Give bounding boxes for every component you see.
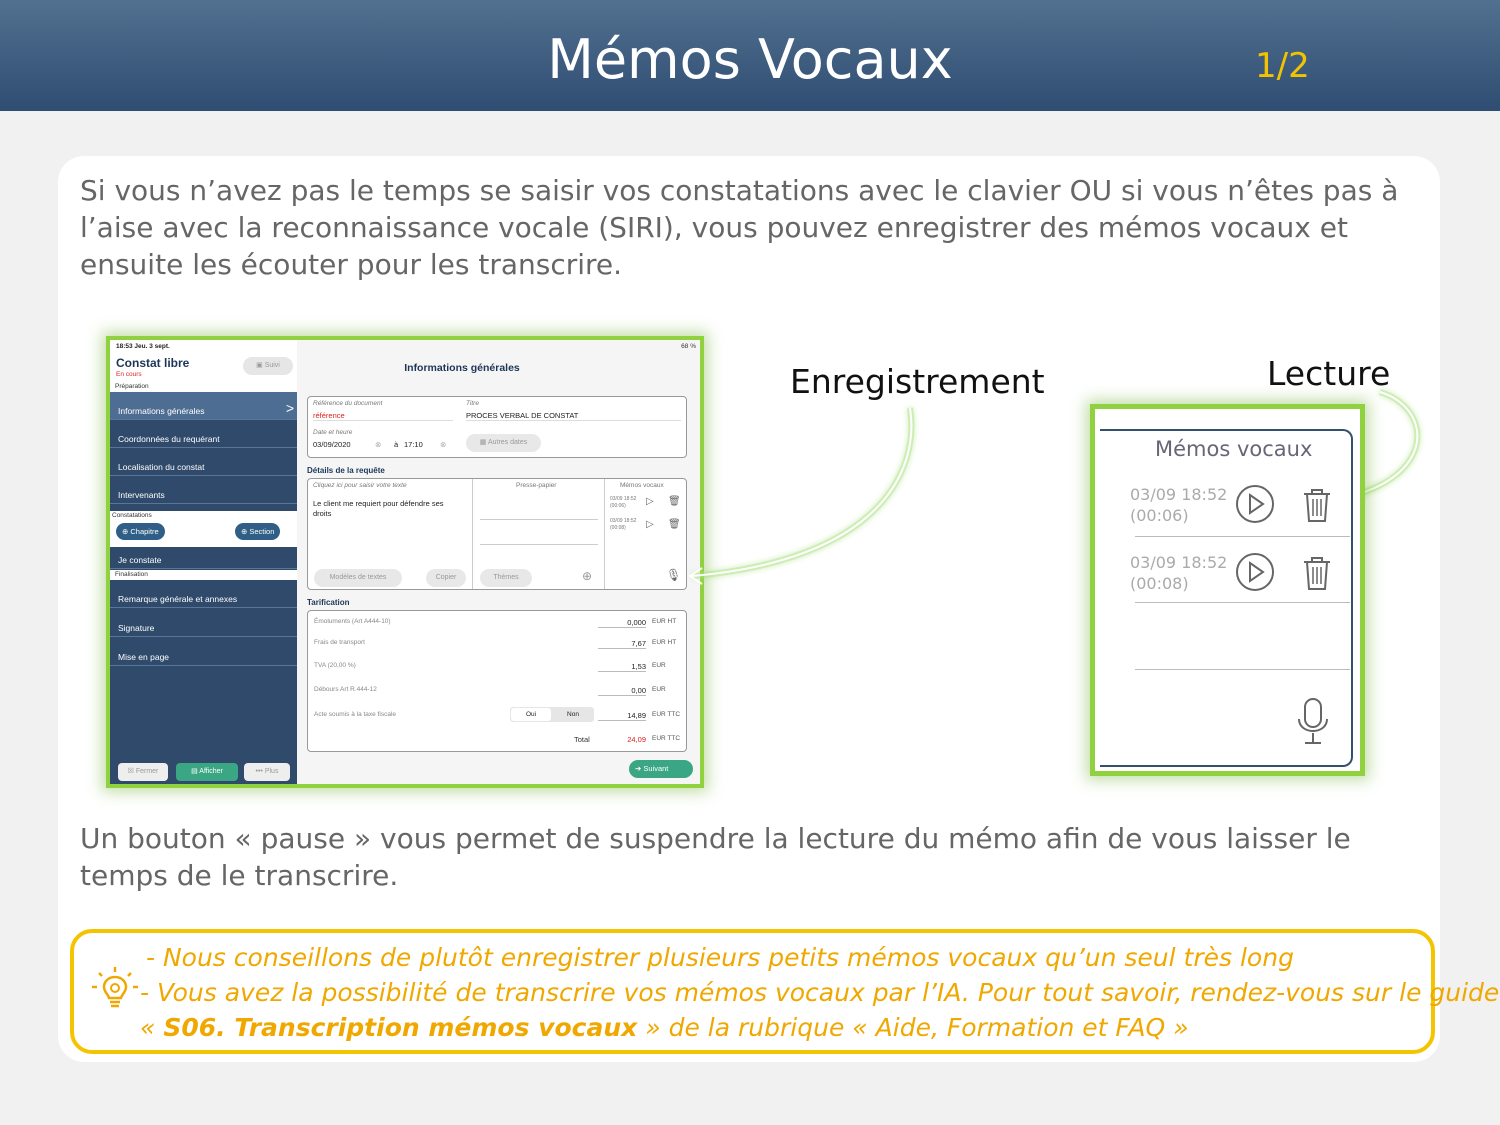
tarif-value[interactable]: 1,53	[598, 662, 646, 672]
total-value: 24,09	[627, 735, 646, 744]
sidebar-item-label: Intervenants	[118, 490, 165, 500]
afficher-button[interactable]	[176, 763, 238, 781]
section-label: Section	[249, 527, 275, 536]
tarif-label: Débours Art R.444-12	[314, 686, 377, 693]
tip-line-1: - Nous conseillons de plutôt enregistrer plusieurs petits mémos vocaux qu’un seul très long	[146, 943, 1294, 972]
tarif-unit: EUR HT	[652, 639, 677, 646]
play-icon[interactable]: ▷	[646, 496, 654, 507]
details-title: Détails de la requête	[307, 466, 385, 475]
doc-status: En cours	[116, 371, 142, 378]
tarif-title: Tarification	[307, 598, 350, 607]
tarif-unit: EUR	[652, 686, 666, 693]
tarif-label: Frais de transport	[314, 639, 365, 646]
sidebar-item-signature[interactable]	[110, 609, 297, 637]
annotation-lecture: Lecture	[1267, 354, 1391, 393]
header-banner	[0, 0, 1500, 111]
guide-link[interactable]: S06. Transcription mémos vocaux	[163, 1013, 638, 1042]
trash-icon[interactable]: 🗑	[668, 496, 681, 507]
themes-button[interactable]: Thèmes	[480, 569, 532, 587]
calendar-icon: ▦	[479, 439, 488, 446]
memo-duration: (00:06)	[610, 503, 626, 509]
details-box	[307, 478, 687, 590]
titre-field[interactable]: PROCES VERBAL DE CONSTAT	[466, 411, 681, 421]
chapitre-label: Chapitre	[130, 527, 159, 536]
memo-date: 03/09 18:52	[610, 518, 637, 524]
arrow-right-circle-icon: ➔	[635, 764, 644, 773]
tarif-value[interactable]: 0,000	[598, 618, 646, 628]
play-icon[interactable]	[1235, 484, 1275, 524]
oui-option[interactable]: Oui	[511, 708, 551, 721]
section-finalisation: Finalisation	[110, 570, 297, 580]
tarif-label: Émoluments (Art A444-10)	[314, 618, 391, 625]
tarif-label: Acte soumis à la taxe fiscale	[314, 711, 397, 718]
fermer-button[interactable]	[118, 763, 168, 781]
memo-date: 03/09 18:52	[610, 496, 637, 502]
a-label: à	[394, 440, 399, 449]
sidebar-footer	[110, 756, 297, 788]
add-section-button[interactable]	[235, 523, 280, 540]
non-option[interactable]: Non	[567, 711, 579, 718]
plus-label: Plus	[264, 768, 279, 775]
memo-date: 03/09 18:52	[1130, 553, 1228, 572]
sidebar-item-je-constate[interactable]	[110, 541, 297, 569]
autres-dates-button[interactable]	[466, 434, 541, 452]
clear-time-icon[interactable]: ⊗	[440, 440, 447, 449]
tarif-unit: EUR	[652, 662, 666, 669]
chevron-right-icon: >	[285, 400, 294, 416]
suivi-button[interactable]	[243, 357, 293, 375]
play-icon[interactable]: ▷	[646, 519, 654, 530]
clear-date-icon[interactable]: ⊗	[375, 440, 382, 449]
sidebar-item-coordonnees[interactable]	[110, 420, 297, 448]
total-label: Total	[574, 735, 590, 744]
titre-label: Titre	[466, 400, 479, 407]
sidebar-item-label: Localisation du constat	[118, 462, 205, 472]
heure-field[interactable]: 17:10	[404, 440, 423, 449]
tarif-box	[307, 610, 687, 752]
sidebar-item-label: Mise en page	[118, 652, 170, 662]
add-chapitre-button[interactable]	[116, 523, 165, 540]
clipboard-icon: ▣	[256, 362, 265, 369]
page-number: 1/2	[1255, 46, 1310, 86]
sidebar-item-label: Je constate	[118, 555, 162, 565]
close-icon: ☒	[127, 768, 136, 775]
memo-date: 03/09 18:52	[1130, 485, 1228, 504]
total-unit: EUR TTC	[652, 735, 681, 742]
play-icon[interactable]	[1235, 552, 1275, 592]
tip-line-3-suffix: » de la rubrique « Aide, Formation et FAQ »	[637, 1013, 1189, 1042]
add-theme-icon[interactable]: ⊕	[582, 569, 593, 583]
plus-circle-icon: ⊕	[122, 527, 131, 536]
plus-button[interactable]	[244, 763, 290, 781]
page-title: Mémos Vocaux	[547, 28, 953, 91]
afficher-label: Afficher	[199, 768, 223, 775]
memos-col-label: Mémos vocaux	[620, 482, 664, 489]
tip-line-2: - Vous avez la possibilité de transcrire vos mémos vocaux par l’IA. Pour tout savoir, rendez-vous sur le guide	[140, 978, 1500, 1007]
details-placeholder: Cliquez ici pour saisir votre texte	[313, 482, 407, 489]
sidebar-item-remarque[interactable]	[110, 580, 297, 608]
memo-duration: (00:08)	[1130, 574, 1189, 593]
general-info-box	[307, 396, 687, 458]
sidebar-item-mise-en-page[interactable]	[110, 638, 297, 666]
tip-box	[70, 929, 1500, 1054]
sidebar-item-label: Informations générales	[118, 406, 205, 416]
lightbulb-icon	[90, 965, 140, 1015]
taxe-toggle[interactable]	[510, 707, 594, 722]
microphone-icon[interactable]: 🎙	[666, 568, 682, 582]
tarif-value[interactable]: 0,00	[598, 686, 646, 696]
section-constatations: Constatations	[110, 511, 297, 520]
app-screenshot	[106, 336, 704, 788]
divider	[1135, 602, 1350, 603]
date-field[interactable]: 03/09/2020	[313, 440, 351, 449]
document-icon: ▤	[191, 768, 200, 775]
tip-quote-open: «	[140, 1013, 164, 1042]
modeles-button[interactable]: Modèles de textes	[314, 569, 402, 587]
tip-line-3	[140, 1013, 1189, 1042]
fermer-label: Fermer	[135, 768, 159, 775]
divider	[1135, 536, 1350, 537]
microphone-icon[interactable]	[1295, 697, 1331, 747]
battery-status: 68 %	[681, 343, 696, 350]
trash-icon[interactable]	[1300, 554, 1334, 592]
tarif-value: 14,89	[598, 711, 646, 721]
annotation-enregistrement: Enregistrement	[790, 362, 1045, 401]
divider	[1135, 669, 1350, 670]
main-title: Informations générales	[404, 362, 520, 374]
more-icon: •••	[255, 768, 265, 775]
ref-label: Référence du document	[313, 400, 383, 407]
sidebar-item-intervenants[interactable]	[110, 476, 297, 504]
tarif-label: TVA (20,00 %)	[314, 662, 356, 669]
date-label: Date et heure	[313, 429, 353, 436]
sidebar-item-label: Remarque générale et annexes	[118, 594, 238, 604]
section-preparation: Préparation	[110, 382, 297, 392]
tarif-row	[314, 662, 684, 669]
sidebar-item-label: Signature	[118, 623, 155, 633]
tarif-value[interactable]: 7,67	[598, 639, 646, 649]
suivi-label: Suivi	[264, 362, 280, 369]
sidebar-item-informations[interactable]	[110, 392, 297, 420]
tarif-unit: EUR TTC	[652, 711, 681, 718]
memos-panel-title: Mémos vocaux	[1155, 437, 1313, 461]
sidebar-item-label: Coordonnées du requérant	[118, 434, 220, 444]
trash-icon[interactable]	[1300, 486, 1334, 524]
suivant-button[interactable]	[629, 760, 693, 778]
tarif-row	[314, 618, 684, 625]
tarif-row	[314, 686, 684, 693]
app-sidebar	[110, 340, 297, 784]
presse-papier-label: Presse-papier	[516, 482, 557, 489]
sidebar-item-localisation[interactable]	[110, 448, 297, 476]
intro-text: Si vous n’avez pas le temps se saisir vos constatations avec le clavier OU si vous n’êtes pas à l’aise avec la reconnaissance vocale (SIRI), vous pouvez enregistrer des mémos vocaux et ensuite les écouter pour les transcrire.	[80, 174, 1399, 281]
doc-title: Constat libre	[116, 356, 190, 370]
memo-duration: (00:08)	[610, 525, 626, 531]
pause-text: Un bouton « pause » vous permet de suspendre la lecture du mémo afin de vous laisser le temps de le transcrire.	[80, 822, 1351, 892]
status-time: 18:53 Jeu. 3 sept.	[116, 343, 170, 350]
tarif-row	[314, 711, 684, 718]
memos-panel-zoom	[1090, 404, 1365, 776]
memo-duration: (00:06)	[1130, 506, 1189, 525]
trash-icon[interactable]: 🗑	[668, 519, 681, 530]
suivant-label: Suivant	[643, 764, 669, 773]
ref-field[interactable]: référence	[313, 411, 453, 421]
copier-button[interactable]: Copier	[426, 569, 466, 587]
plus-circle-icon: ⊕	[241, 527, 250, 536]
tarif-unit: EUR HT	[652, 618, 677, 625]
tarif-row	[314, 639, 684, 646]
details-text[interactable]: Le client me requiert pour défendre ses droits	[313, 499, 444, 518]
autres-dates-label: Autres dates	[487, 439, 528, 446]
app-main	[297, 340, 700, 784]
